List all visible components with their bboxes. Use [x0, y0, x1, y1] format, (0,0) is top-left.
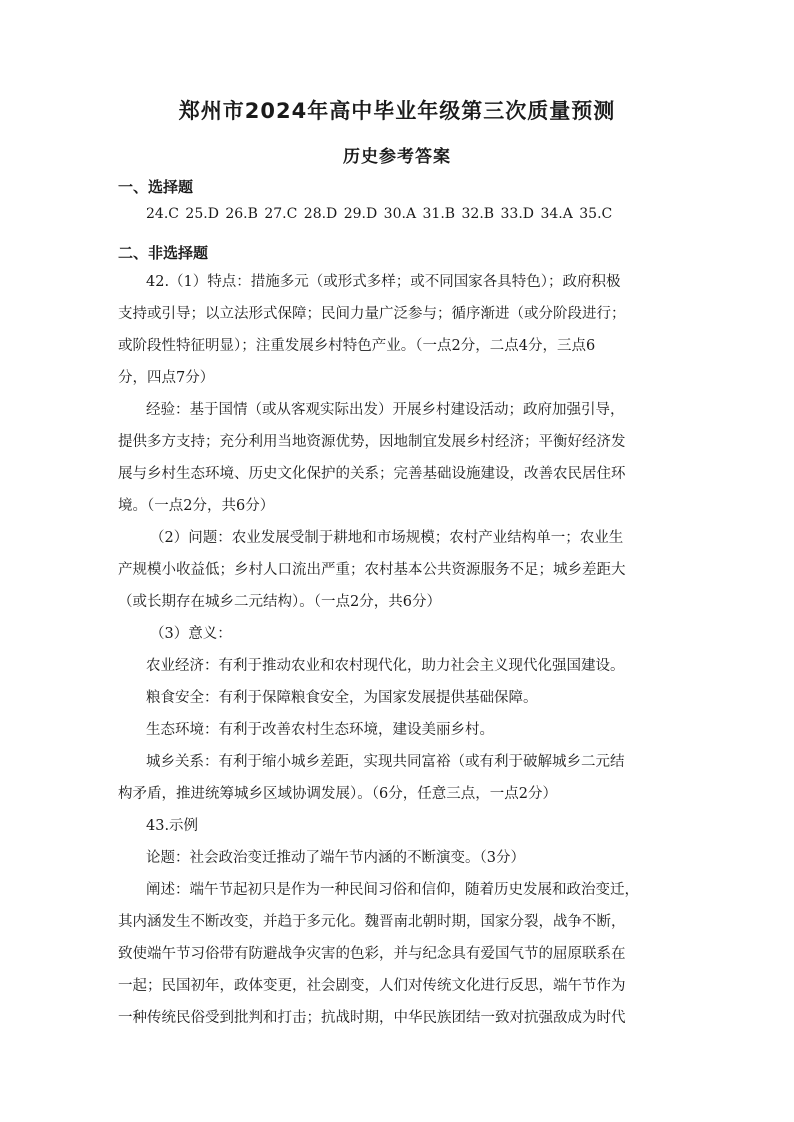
text-line: 构矛盾，推进统筹城乡区域协调发展）。（6分，任意三点，一点2分） — [118, 786, 557, 802]
choice-answers: 24.C 25.D 26.B 27.C 28.D 29.D 30.A 31.B 32.B 33.D 34.A 35.C — [146, 206, 613, 222]
text-line: 农业经济：有利于推动农业和农村现代化，助力社会主义现代化强国建设。 — [146, 658, 625, 674]
text-line: （2）问题：农业发展受制于耕地和市场规模；农村产业结构单一；农业生 — [150, 530, 624, 546]
text-line: 经验：基于国情（或从客观实际出发）开展乡村建设活动；政府加强引导， — [146, 402, 625, 418]
text-line: 分，四点7分） — [118, 370, 215, 386]
section-heading-choice: 一、选择题 — [118, 178, 194, 196]
text-line: 展与乡村生态环境、历史文化保护的关系；完善基础设施建设，改善农民居住环 — [118, 466, 626, 482]
text-line: 其内涵发生不断改变，并趋于多元化。魏晋南北朝时期，国家分裂，战争不断， — [118, 914, 626, 930]
text-line: 一起；民国初年，政体变更，社会剧变，人们对传统文化进行反思，端午节作为 — [118, 978, 626, 994]
text-line: 致使端午节习俗带有防避战争灾害的色彩，并与纪念具有爱国气节的屈原联系在 — [118, 946, 626, 962]
text-line: 42.（1）特点：措施多元（或形式多样；或不同国家各具特色）；政府积极 — [146, 274, 621, 290]
text-line: 43.示例 — [146, 818, 199, 834]
section-heading-nonchoice: 二、非选择题 — [118, 244, 209, 262]
text-line: 支持或引导；以立法形式保障；民间力量广泛参与；循序渐进（或分阶段进行； — [118, 306, 626, 322]
text-line: 生态环境：有利于改善农村生态环境，建设美丽乡村。 — [146, 722, 494, 738]
text-line: 境。（一点2分，共6分） — [118, 498, 275, 514]
text-line: 或阶段性特征明显）；注重发展乡村特色产业。（一点2分，二点4分，三点6 — [118, 338, 596, 354]
text-line: （3）意义： — [150, 626, 232, 642]
page-title: 郑州市2024年高中毕业年级第三次质量预测 — [178, 99, 616, 123]
text-line: 粮食安全：有利于保障粮食安全，为国家发展提供基础保障。 — [146, 690, 538, 706]
page-subtitle: 历史参考答案 — [343, 147, 451, 167]
text-line: 一种传统民俗受到批判和打击；抗战时期，中华民族团结一致对抗强敌成为时代 — [118, 1010, 626, 1026]
text-line: 城乡关系：有利于缩小城乡差距，实现共同富裕（或有利于破解城乡二元结 — [146, 754, 625, 770]
text-line: 提供多方支持；充分利用当地资源优势，因地制宜发展乡村经济；平衡好经济发 — [118, 434, 626, 450]
text-line: 产规模小收益低；乡村人口流出严重；农村基本公共资源服务不足；城乡差距大 — [118, 562, 626, 578]
text-line: 阐述：端午节起初只是作为一种民间习俗和信仰，随着历史发展和政治变迁， — [146, 882, 639, 898]
text-line: 论题：社会政治变迁推动了端午节内涵的不断演变。（3分） — [146, 850, 525, 866]
text-line: （或长期存在城乡二元结构）。（一点2分，共6分） — [118, 594, 441, 610]
